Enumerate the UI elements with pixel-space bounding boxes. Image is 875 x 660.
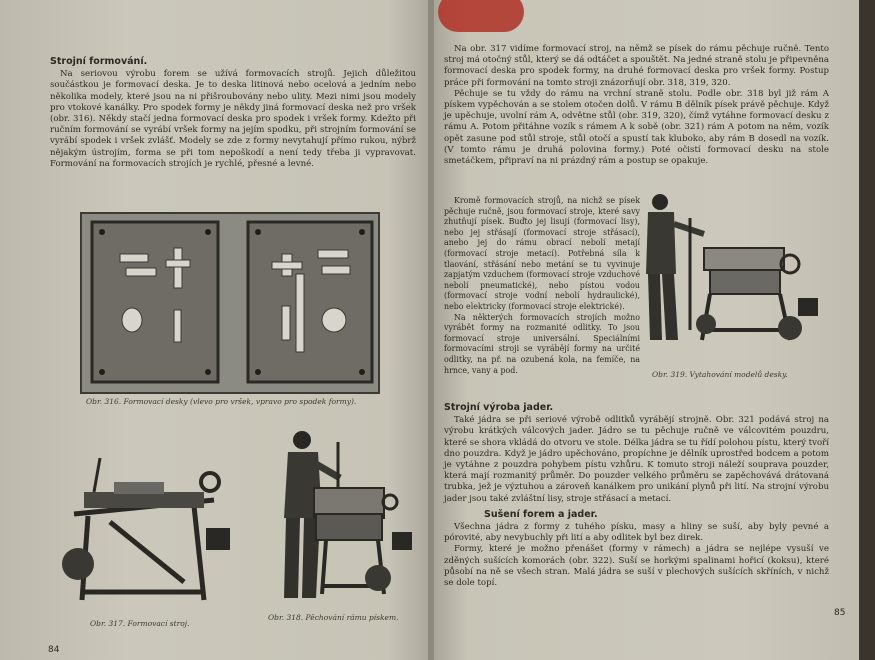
right-para-4: Na některých formovacích strojích možno vyrábět formy na rozmanité odlitky. To jsou formovací stroje universální. Speciálními formovacími stroji se vyrábějí formy na určité odlitky, na př. na ozubená kola, na femíče, na hrnce, vany a pod. — [444, 312, 640, 375]
figure-319-worker-machine — [640, 190, 824, 360]
right-column-text — [444, 196, 640, 376]
book-edge — [859, 0, 875, 660]
right-top-text — [444, 44, 829, 167]
left-paragraph: Na seriovou výrobu forem se užívá formovacích strojů. Jejich důležitou součástkou je formovací deska. Je to deska litinová nebo ocelová a jedním nebo několika modely, které jsou na ni přišroubovány nebo ulity. Mezi nimi jsou modely pro vtokové kanálky. Pro spodek formy je někdy jiná formovací deska než pro vršek (obr. 316). Někdy stačí jedna formovací deska pro spodek i vršek formy. Kdežto při ručním formování se vyrábí vršek formy na jejím spodku, při strojním formování se vyrábí spodek i vršek zvlášť. Modely se zde z formy nevytahují přímo rukou, nýbrž nějakým ústrojím, forma se při tom nepoškodí a není tedy třeba ji vypravovat. Formování na formovacích strojích je rychlé, přesné a levné. — [50, 69, 416, 169]
right-para-1: Na obr. 317 vidíme formovací stroj, na němž se písek do rámu pěchuje ručně. Tento stroj má otočný stůl, který se dá odtáčet a spouštět. Na jedné straně stolu je připevněna formovací deska pro spodek formy, na druhé formovací deska pro vršek formy. Postup práce při formování na tomto stroji znázorňují obr. 318, 319, 320. — [444, 44, 829, 88]
left-text-block — [50, 56, 416, 170]
machine-illustration — [54, 452, 234, 612]
plates-illustration — [82, 214, 378, 392]
figure-319-caption: Obr. 319. Vytahování modelů desky. — [652, 370, 788, 379]
heading-strojni-vyroba-jader: Strojní výroba jader. — [444, 402, 554, 413]
left-page — [0, 0, 432, 660]
right-page — [434, 0, 875, 660]
fig319-illustration — [640, 190, 824, 360]
right-para-7: Formy, které je možno přenášet (formy v rámech) a jádra se nejlépe vysuší ve zděných sušících komorách (obr. 322). Suší se horkými spalinami hořicí (koksu), které působí na ně se všech stran. Malá jádra se suší v plechových sušících skříních, v nichž se dole topí. — [444, 544, 829, 589]
right-para-3: Kromě formovacích strojů, na nichž se písek pěchuje ručně, jsou formovací stroje, které savy zhutňují písek. Buďto jej lisují (formovací lisy), nebo jej střásají (formovací stroje střásací), anebo jej do rámu obrací nebolí metají (formovací stroje metací). Potřebná síla k tlaování, střásání nebo metání se tu vyvinuje zapjatým vzduchem (formovací stroje vzduchové nebolí pneumatické), nebo pístou vodou (formovací stroje vodní nebolí hydraulické), nebo elektricky (formovací stroje elektrické). — [444, 196, 640, 311]
right-para-5: Také jádra se při seriové výrobě odlitků vyrábějí strojně. Obr. 321 podává stroj na výrobu krátkých válcových jader. Jádro se tu pěchuje ručně ve válcovitém pouzdru, které se shora vkládá do otvoru ve stole. Délka jádra se tu řídí polohou pístu, který tvoří dno pouzdra. Když je jádro upěchováno, propíchne je dělník uprostřed bodcem a potom je vytáhne z pouzdra pohybem pístu vzhůru. K tomuto stroji náleží souprava pouzder, která mají rozmanitý průměr. Do pouzder velkého průměru se zapěchovává drátovaná trubka, jež je výztuhou a zároveň kanálkem pro unikání plynů při lití. Na strojní výrobu jader jsou také zvláštní lisy, stroje střásací a metací. — [444, 415, 830, 504]
figure-317-machine — [54, 452, 234, 612]
heading-suseni-forem: Sušení forem a jader. — [484, 508, 598, 520]
right-para-6: Všechna jádra z formy z tuhého písku, masy a hliny se suší, aby byly pevné a pórovité, aby nevybuchly při lití a aby odlitek byl bez direk. — [444, 522, 829, 544]
right-para-2: Pěchuje se tu vždy do rámu na vrchní straně stolu. Podle obr. 318 byl již rám A pískem vypěchován a se stolem otočen dolů. V rámu B dělník písek právě pěchuje. Když je upěchuje, uvolní rám A, odvětne stůl (obr. 319, 320), čímž vytáhne formovací desku z rámu A. Potom přitáhne vozík s rámem A k sobě (obr. 321) rám A potom na něm, vozík opět zasune pod stůl stroje, stůl otočí a spustí tak kluboko, aby rám B dosedl na vozík. (V tomto rámu je druhá polovina formy.) Poté očistí formovací desku na stole smetáčkem, připraví na ni prázdný rám a postup se opakuje. — [444, 88, 829, 167]
heading-strojni-formovani: Strojní formování. — [50, 56, 148, 67]
finger-holding-page — [438, 0, 524, 32]
page-number-left: 84 — [48, 645, 60, 655]
page-number-right: 85 — [834, 608, 846, 618]
figure-318-worker — [266, 428, 422, 610]
figure-316-plates — [80, 212, 380, 394]
worker-illustration — [266, 428, 422, 610]
figure-316-caption: Obr. 316. Formovací desky (vlevo pro vršek, vpravo pro spodek formy). — [86, 397, 357, 406]
figure-318-caption: Obr. 318. Pěchování rámu pískem. — [268, 613, 399, 622]
right-bottom-text — [444, 402, 829, 589]
figure-317-caption: Obr. 317. Formovací stroj. — [90, 619, 190, 628]
